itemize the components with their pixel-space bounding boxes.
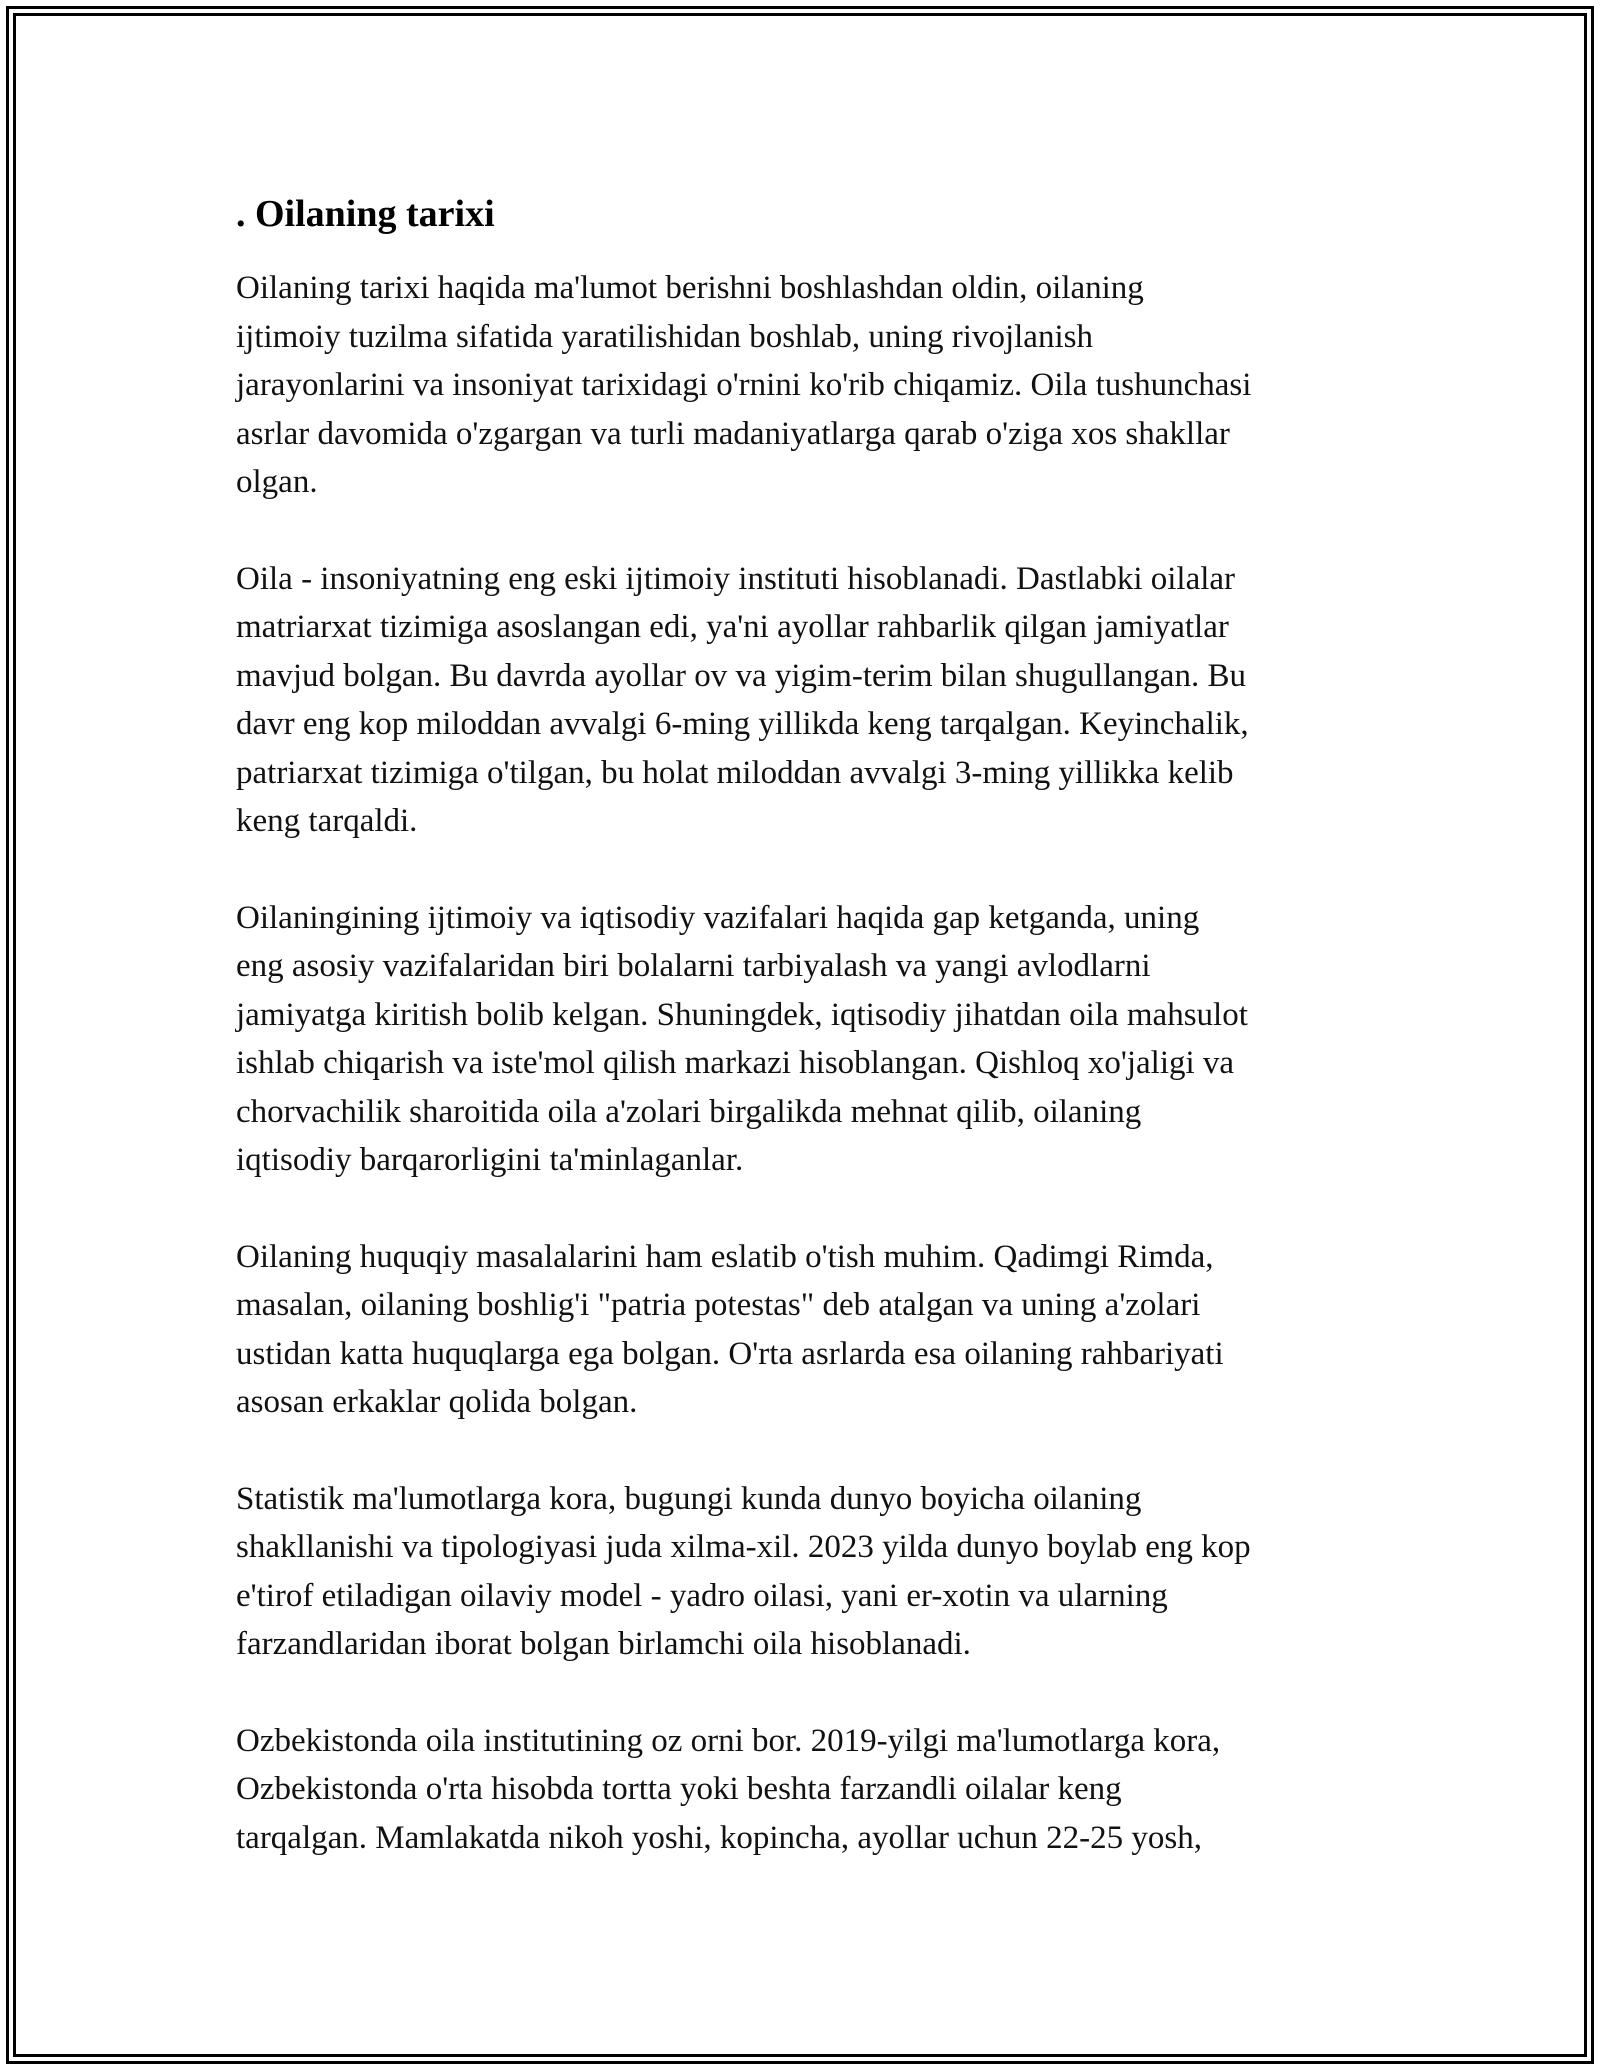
paragraph-uzbekistan: Ozbekistonda oila institutining oz orni bor. 2019-yilgi ma'lumotlarga kora, Ozbekistonda o'rta hisobda tortta yoki beshta farzandli oilalar keng tarqalgan. Mamlakatda nikoh yoshi, kopincha, ayollar uchun 22-25 yosh, [236,1722,1221,1856]
paragraph-statistics: Statistik ma'lumotlarga kora, bugungi kunda dunyo boyicha oilaning shakllanishi va tipologiyasi juda xilma-xil. 2023 yilda dunyo boylab eng kop e'tirof etiladigan oilaviy model - yadro oilasi, yani er-xotin va ularning farzandlaridan iborat bolgan birlamchi oila hisoblanadi. [236,1480,1251,1662]
document-body [236,188,1376,1910]
page-title: . Oilaning tarixi [236,193,495,235]
paragraph-legal: Oilaning huquqiy masalalarini ham eslatib o'tish muhim. Qadimgi Rimda, masalan, oilaning boshlig'i "patria potestas" deb atalgan va uning a'zolari ustidan katta huquqlarga ega bolgan. O'rta asrlarda esa oilaning rahbariyati asosan erkaklar qolida bolgan. [236,1238,1224,1420]
paragraph-origins: Oila - insoniyatning eng eski ijtimoiy instituti hisoblanadi. Dastlabki oilalar matriarxat tizimiga asoslangan edi, ya'ni ayollar rahbarlik qilgan jamiyatlar mavjud bolgan. Bu davrda ayollar ov va yigim-terim bilan shugullangan. Bu davr eng kop miloddan avvalgi 6-ming yillikda keng tarqalgan. Keyinchalik, patriarxat tizimiga o'tilgan, bu holat miloddan avvalgi 3-ming yillikka kelib keng tarqaldi. [236,560,1249,839]
paragraph-functions: Oilaningining ijtimoiy va iqtisodiy vazifalari haqida gap ketganda, uning eng asosiy vazifalaridan biri bolalarni tarbiyalash va yangi avlodlarni jamiyatga kiritish bolib kelgan. Shuningdek, iqtisodiy jihatdan oila mahsulot ishlab chiqarish va iste'mol qilish markazi hisoblangan. Qishloq xo'jaligi va chorvachilik sharoitida oila a'zolari birgalikda mehnat qilib, oilaning iqtisodiy barqarorligini ta'minlaganlar. [236,899,1248,1178]
paragraph-introduction: Oilaning tarixi haqida ma'lumot berishni boshlashdan oldin, oilaning ijtimoiy tuzilma sifatida yaratilishidan boshlab, uning rivojlanish jarayonlarini va insoniyat tarixidagi o'rnini ko'rib chiqamiz. Oila tushunchasi asrlar davomida o'zgargan va turli madaniyatlarga qarab o'ziga xos shakllar olgan. [236,270,1252,500]
